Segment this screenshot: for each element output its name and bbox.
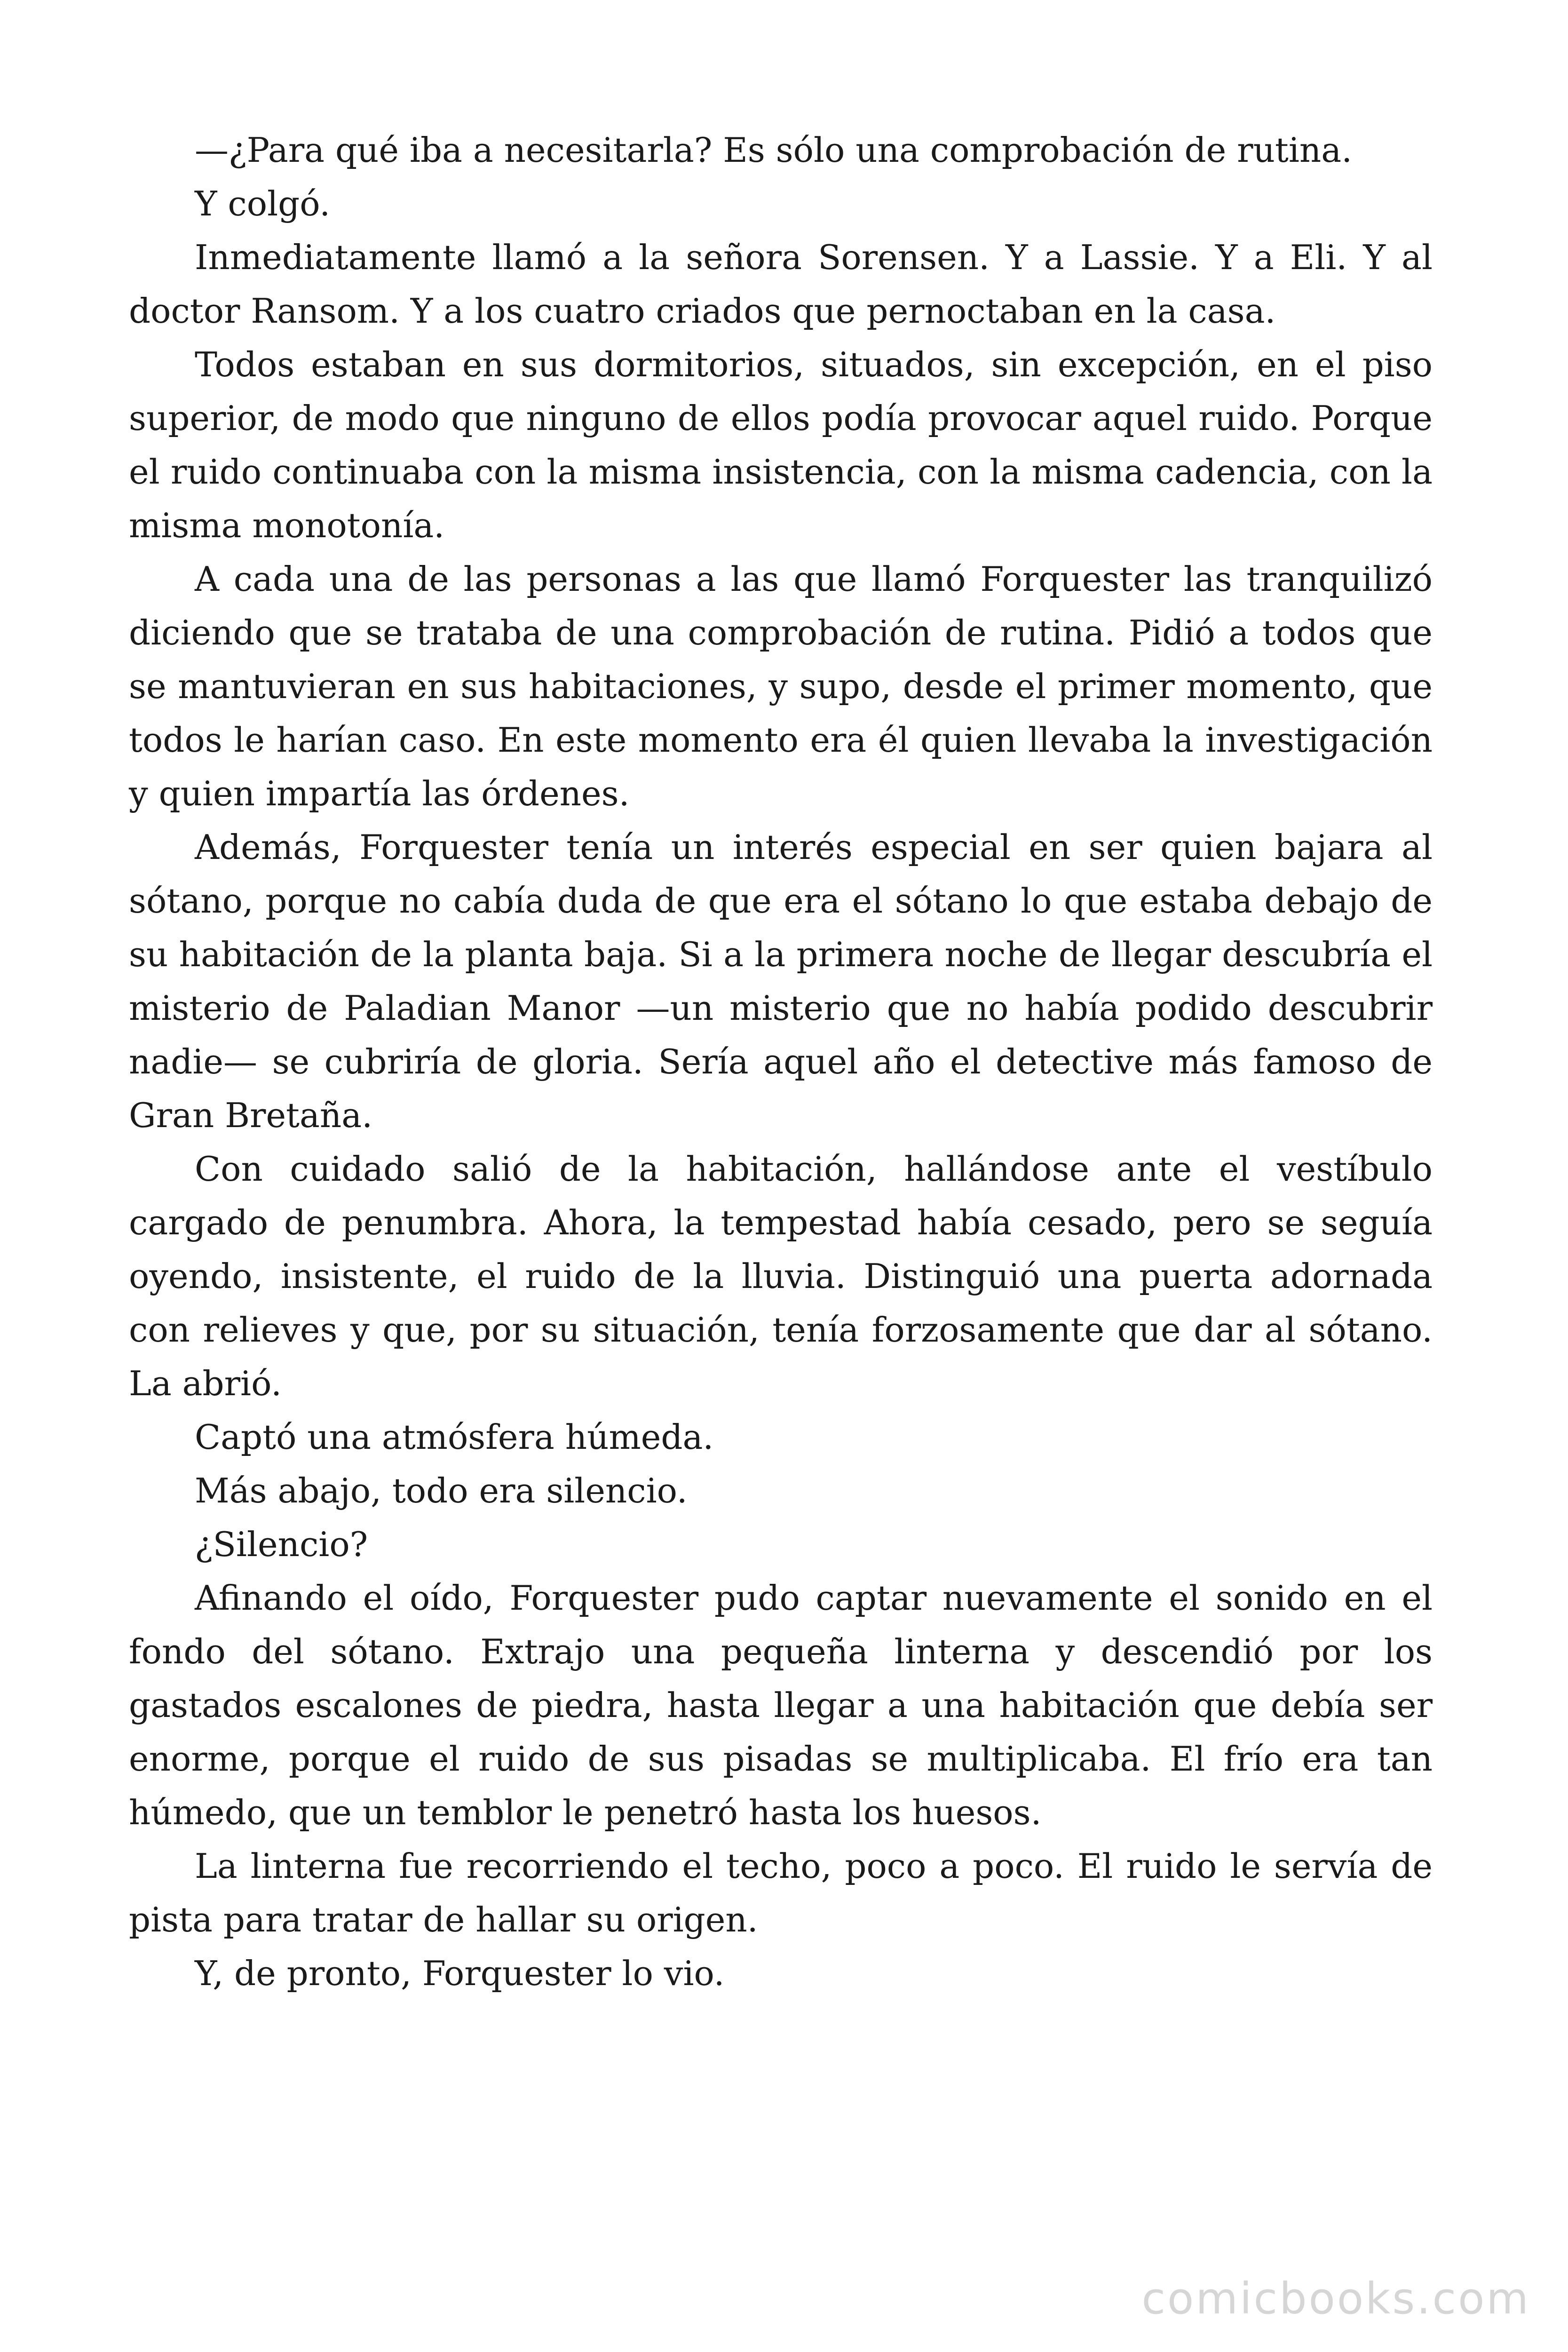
paragraph: Con cuidado salió de la habitación, hallándose ante el vestíbulo cargado de penumbra. Ahora, la tempestad había cesado, pero se seguía oyendo, insistente, el ruido de la lluvia. Distinguió una puerta adornada con relieves y que, por su situación, tenía forzosamente que dar al sótano. La abrió. <box>129 1149 1433 1403</box>
paragraph: Captó una atmósfera húmeda. <box>195 1417 714 1457</box>
paragraph: Inmediatamente llamó a la señora Sorensen. Y a Lassie. Y a Eli. Y al doctor Ransom. Y a los cuatro criados que pernoctaban en la casa. <box>129 238 1433 331</box>
watermark: comicbooks.com <box>1141 2273 1530 2324</box>
paragraph: ¿Silencio? <box>195 1525 368 1564</box>
paragraph: Todos estaban en sus dormitorios, situados, sin excepción, en el piso superior, de modo que ninguno de ellos podía provocar aquel ruido. Porque el ruido continuaba con la misma insistencia, con la misma cadencia, con la misma monotonía. <box>129 345 1433 545</box>
paragraph: Y colgó. <box>195 184 331 223</box>
paragraph: Afinando el oído, Forquester pudo captar nuevamente el sonido en el fondo del sótano. Extrajo una pequeña linterna y descendió por los gastados escalones de piedra, hasta llegar a una habitación que debía ser enorme, porque el ruido de sus pisadas se multiplicaba. El frío era tan húmedo, que un temblor le penetró hasta los huesos. <box>129 1578 1433 1832</box>
page-body <box>129 123 1433 2000</box>
paragraph: —¿Para qué iba a necesitarla? Es sólo una comprobación de rutina. <box>195 130 1353 170</box>
paragraph: Y, de pronto, Forquester lo vio. <box>195 1954 725 1993</box>
paragraph: La linterna fue recorriendo el techo, poco a poco. El ruido le servía de pista para tratar de hallar su origen. <box>129 1846 1433 1939</box>
paragraph: Más abajo, todo era silencio. <box>195 1471 688 1510</box>
paragraph: Además, Forquester tenía un interés especial en ser quien bajara al sótano, porque no cabía duda de que era el sótano lo que estaba debajo de su habitación de la planta baja. Si a la primera noche de llegar descubría el misterio de Paladian Manor —un misterio que no había podido descubrir nadie— se cubriría de gloria. Sería aquel año el detective más famoso de Gran Bretaña. <box>129 827 1433 1135</box>
paragraph: A cada una de las personas a las que llamó Forquester las tranquilizó diciendo que se trataba de una comprobación de rutina. Pidió a todos que se mantuvieran en sus habitaciones, y supo, desde el primer momento, que todos le harían caso. En este momento era él quien llevaba la investigación y quien impartía las órdenes. <box>129 559 1433 813</box>
